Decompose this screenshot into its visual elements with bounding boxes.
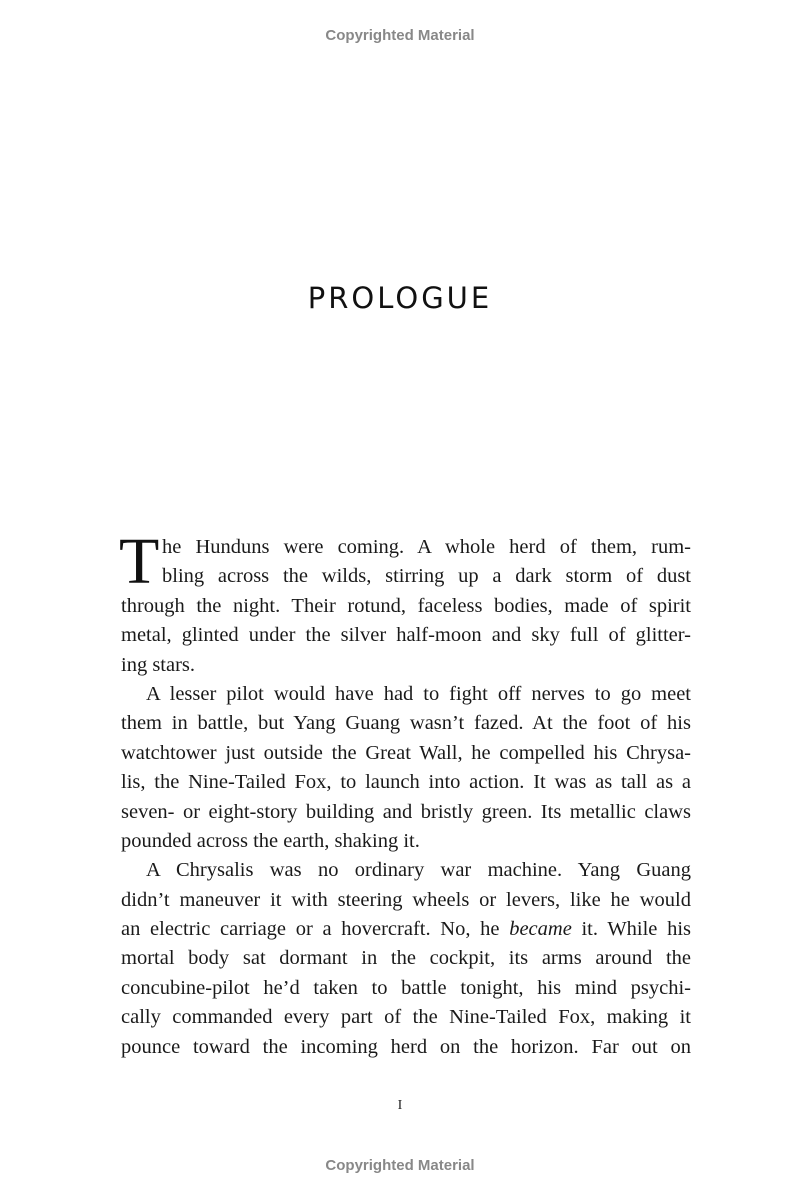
- text-line: A lesser pilot would have had to fight off nerves to go meet: [146, 682, 691, 705]
- text-line: seven- or eight-story building and bristly green. Its metallic claws: [121, 800, 691, 823]
- text-line: pounded across the earth, shaking it.: [121, 829, 420, 852]
- text-line: concubine-pilot he’d taken to battle tonight, his mind psychi-: [121, 976, 691, 999]
- text-line: ing stars.: [121, 653, 196, 676]
- text-line: A Chrysalis was no ordinary war machine. Yang Guang: [146, 859, 691, 882]
- text-line: lis, the Nine-Tailed Fox, to launch into action. It was as tall as a: [121, 771, 691, 794]
- text-segment: an electric carriage or a hovercraft. No, he: [121, 918, 500, 941]
- text-line: bling across the wilds, stirring up a dark storm of dust: [162, 565, 691, 588]
- page-number: I: [397, 1098, 403, 1113]
- chapter-title: PROLOGUE: [307, 281, 493, 316]
- text-line: watchtower just outside the Great Wall, he compelled his Chrysa-: [121, 741, 691, 764]
- emphasis-word: became: [509, 918, 572, 941]
- text-line: through the night. Their rotund, faceless bodies, made of spirit: [121, 594, 691, 617]
- text-line: them in battle, but Yang Guang wasn’t fazed. At the foot of his: [121, 712, 691, 735]
- text-line: cally commanded every part of the Nine-Tailed Fox, making it: [121, 1006, 691, 1029]
- text-line: pounce toward the incoming herd on the horizon. Far out on: [121, 1035, 691, 1058]
- copyright-watermark-top: Copyrighted Material: [325, 27, 475, 44]
- copyright-watermark-bottom: Copyrighted Material: [325, 1157, 475, 1174]
- text-line: he Hunduns were coming. A whole herd of them, rum-: [162, 536, 691, 558]
- body-text: [119, 525, 692, 1062]
- text-line: didn’t maneuver it with steering wheels or levers, like he would: [121, 888, 691, 911]
- text-segment: it. While his: [581, 918, 692, 941]
- text-line: metal, glinted under the silver half-moon and sky full of glitter-: [121, 624, 691, 647]
- text-line: mortal body sat dormant in the cockpit, its arms around the: [121, 947, 691, 970]
- drop-cap: T: [119, 525, 160, 598]
- text-line-mixed: [121, 915, 691, 944]
